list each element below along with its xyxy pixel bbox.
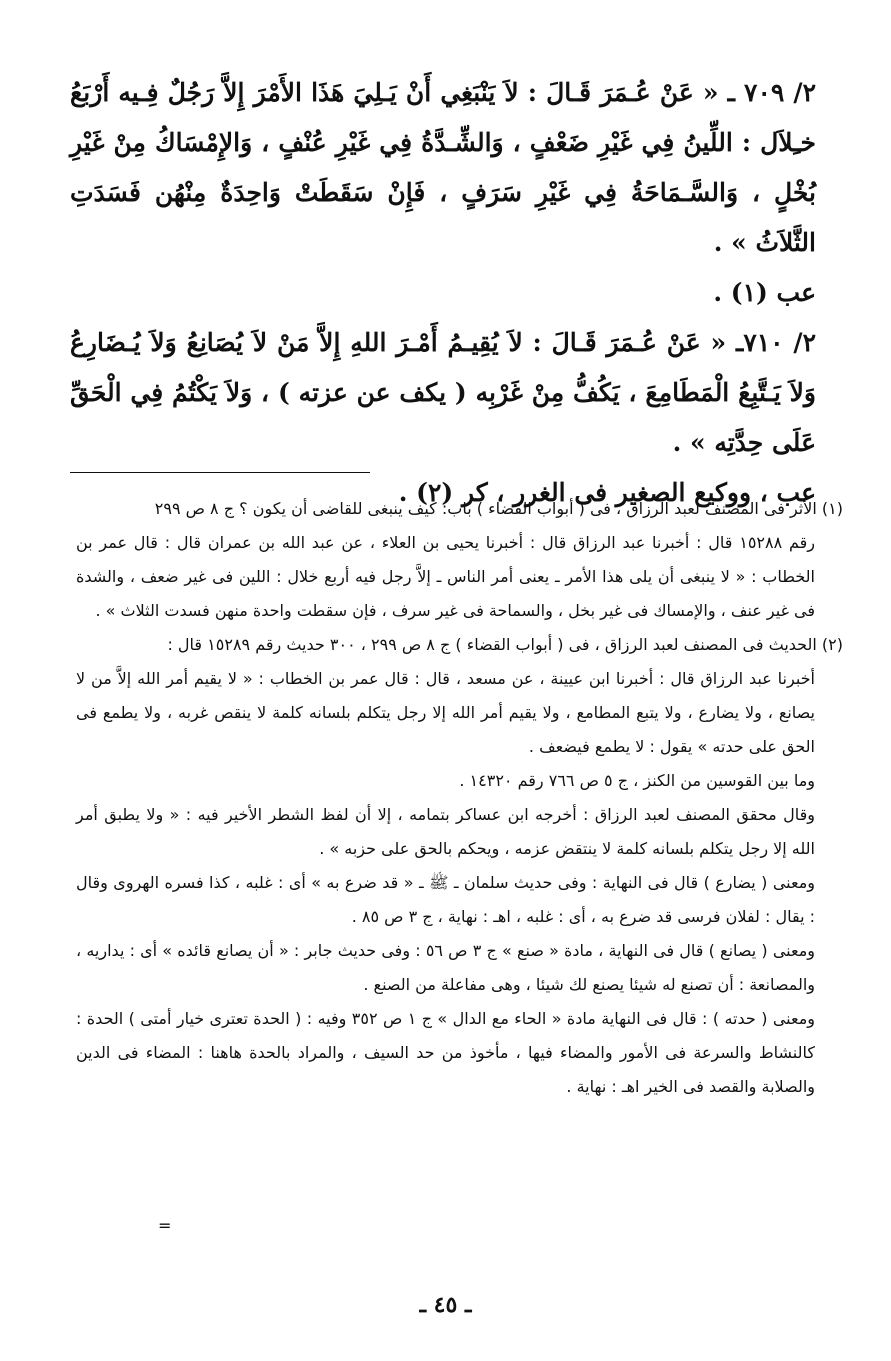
hadith-709: ٢/ ٧٠٩ ـ « عَنْ عُـمَرَ قَـالَ : لاَ يَنْبَغِي أَنْ يَـلِيَ هَذَا الأَمْرَ إِلاَّ رَجُلٌ فِـيه أَرْبَعُ خـِلاَل : اللِّينُ فِي غَيْرِ ضَعْفٍ ، وَالشِّـدَّةُ فِي غَيْرِ عُنْفٍ ، وَالإِمْسَاكُ مِنْ غَيْرِ بُخْلٍ ، وَالسَّـمَاحَةُ فِي غَيْرِ سَرَفٍ ، فَإِنْ سَقَطَتْ وَاحِدَةٌ مِنْهُن فَسَدَتِ الثَّلاَثُ » . xyxy=(70,78,816,257)
hadith-710-source: عب ، ووكيع الصغير فى الغرر ، كر (٢) . xyxy=(398,478,816,507)
footnote-2-hidda: ومعنى ( حدته ) : قال فى النهاية مادة « الحاء مع الدال » ج ١ ص ٣٥٢ وفيه : ( الحدة تعترى خيار أمتى ) الحدة : كالنشاط والسرعة فى الأمور والمضاء فيها ، مأخوذ من حد السيف ، والمراد بالحدة هاهنا : المضاء فى الدين والصلابة والقصد فى الخير اهـ : نهاية . xyxy=(76,1009,816,1096)
footnote-2-ibn-asakir: وقال محقق المصنف لعبد الرزاق : أخرجه ابن عساكر بتمامه ، إلا أن لفظ الشطر الأخير فيه : « ولا يطبق أمر الله إلا رجل يتكلم بلسانه كلمة لا ينتقض عزمه ، ويحكم بالحق على حزبه » . xyxy=(76,805,815,858)
footnote-2-yusani: ومعنى ( يصانع ) قال فى النهاية ، مادة « صنع » ج ٣ ص ٥٦ : وفى حديث جابر : « أن يصانع قائده » أى : يداريه ، والمصانعة : أن تصنع له شيئا يصنع لك شيئا ، وهى مفاعلة من الصنع . xyxy=(76,941,816,994)
footnote-2-kanz-ref: وما بين القوسين من الكنز ، ج ٥ ص ٧٦٦ رقم ١٤٣٢٠ . xyxy=(459,771,815,790)
footnote-2-lead: (٢) الحديث فى المصنف لعبد الرزاق ، فى ( أبواب القضاء ) ج ٨ ص ٢٩٩ ، ٣٠٠ حديث رقم ١٥٢٨٩ قال : xyxy=(167,635,843,654)
footnote-1-body: رقم ١٥٢٨٨ قال : أخبرنا عبد الرزاق قال : أخبرنا يحيى بن العلاء ، عن عبد الله بن عمران قال : قال عمر بن الخطاب : « لا ينبغى أن يلى هذا الأمر ـ يعنى أمر الناس ـ إلاَّ رجل فيه أربع خلال : اللين فى غير ضعف ، والشدة فى غير عنف ، والإمساك فى غير بخل ، والسماحة فى غير سرف ، فإن سقطت واحدة منهن فسدت الثلاث » . xyxy=(76,533,816,620)
page-number: ـ ٤٥ ـ xyxy=(419,1292,472,1318)
footnote-2-yudari: ومعنى ( يضارع ) قال فى النهاية : وفى حديث سلمان ـ ﷺ ـ « قد ضرع به » أى : غلبه ، كذا فسره الهروى وقال : يقال : لفلان فرسى قد ضرع به ، أى : غلبه ، اهـ : نهاية ، ج ٣ ص ٨٥ . xyxy=(76,873,815,926)
footnote-1-lead: (١) الأثر فى المصنف لعبد الرزاق ، فى ( أبواب القضاء ) باب: كيف ينبغى للقاضى أن يكون ؟ ج ٨ ص ٢٩٩ xyxy=(154,499,843,518)
footnote-2-body: أخبرنا عبد الرزاق قال : أخبرنا ابن عيينة ، عن مسعد ، قال : قال عمر بن الخطاب : « لا يقيم أمر الله إلاَّ من لا يصانع ، ولا يضارع ، ولا يتبع المطامع ، ولا يقيم أمر الله إلا رجل يتكلم بلسانه كلمة لا ينقص غربه ، ولا يطمع فى الحق على حدته » يقول : لا يطمع فيضعف . xyxy=(76,669,815,756)
main-text xyxy=(70,68,816,518)
continuation-mark: = xyxy=(158,1216,172,1235)
footnotes xyxy=(76,492,843,1104)
hadith-709-source: عب (١) . xyxy=(713,278,816,307)
footnote-separator xyxy=(70,472,370,473)
hadith-710: ٢/ ٧١٠ـ « عَنْ عُـمَرَ قَـالَ : لاَ يُقِيـمُ أَمْـرَ اللهِ إِلاَّ مَنْ لاَ يُصَانِعُ وَلاَ يُـضَارِعُ وَلاَ يَـتَّبِعُ الْمَطَامِعَ ، يَكُفُّ مِنْ غَرْبِه ( يكف عن عزته ) ، وَلاَ يَكْتُمُ فِي الْحَقِّ عَلَى حِدَّتِه » . xyxy=(70,328,816,457)
